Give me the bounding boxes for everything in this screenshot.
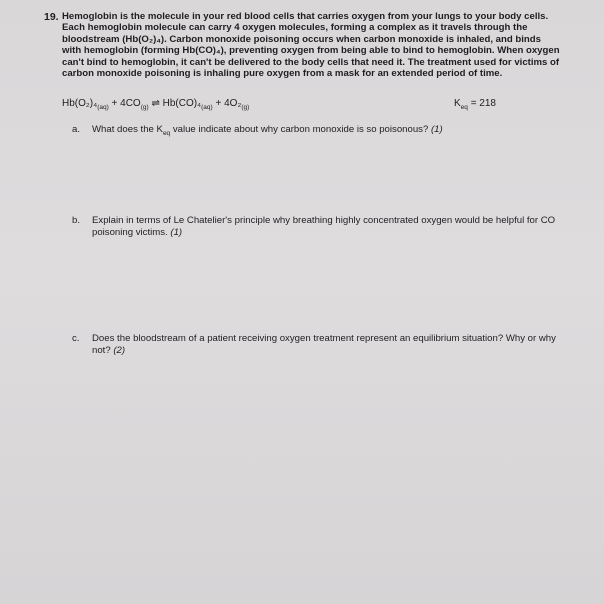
part-b-marks: (1)	[170, 227, 183, 238]
keq-number: = 218	[470, 98, 496, 109]
reactant-co: + 4CO	[111, 98, 141, 109]
state-g-1: (g)	[140, 104, 149, 111]
equilibrium-arrow: ⇌	[148, 98, 163, 109]
question-paragraph	[62, 11, 562, 79]
part-c-letter: c.	[72, 333, 80, 344]
part-a-text-2: value indicate about why carbon monoxide is so poisonous?	[170, 124, 429, 135]
question-body: Each hemoglobin molecule can carry 4 oxygen molecules, forming a complex as it travels through the bloodstream (Hb(O₂)₄). Carbon monoxide poisoning occurs when carbon monoxide is inhaled, and binds with hemoglobin (forming Hb(CO)₄), preventing oxygen from being able to bind to hemoglobin. When oxygen can't bind to hemoglobin, it can't be delivered to the body cells that need it. The treatment used for victims of carbon monoxide poisoning is inhaling pure oxygen from a mask for an extended period of time.	[62, 22, 560, 80]
part-a-keq-sub: eq	[162, 129, 171, 137]
part-a-marks: (1)	[430, 124, 443, 135]
reactant-hb-o2: Hb(O₂)₄	[62, 98, 98, 109]
part-a-text-1: What does the K	[92, 124, 163, 135]
product-o2: + 4O₂	[215, 98, 242, 109]
product-hb-co: Hb(CO)₄	[162, 98, 202, 109]
part-a-text	[92, 124, 562, 140]
part-c-marks: (2)	[113, 345, 126, 356]
part-b-text-1: Explain in terms of Le Chatelier's principle why breathing highly concentrated oxygen would be helpful for CO poisoning victims.	[92, 215, 556, 238]
question-number: 19.	[44, 11, 59, 23]
equation-expression	[62, 98, 249, 111]
chemical-equation	[62, 98, 502, 111]
part-c-text	[92, 333, 562, 357]
part-b-text	[92, 215, 562, 239]
question-title: Hemoglobin is the molecule in your red blood cells that carries oxygen from your lungs to your body cells.	[62, 11, 549, 22]
keq-label: K	[454, 98, 461, 109]
state-g-2: (g)	[241, 104, 250, 111]
part-c-text-1: Does the bloodstream of a patient receiving oxygen treatment represent an equilibrium situation? Why or why not?	[92, 333, 556, 356]
state-aq-2: (aq)	[201, 104, 213, 111]
part-a-letter: a.	[72, 124, 81, 135]
keq-sub: eq	[460, 104, 468, 111]
keq-value	[454, 98, 496, 111]
part-b-letter: b.	[72, 215, 81, 226]
state-aq-1: (aq)	[97, 104, 109, 111]
